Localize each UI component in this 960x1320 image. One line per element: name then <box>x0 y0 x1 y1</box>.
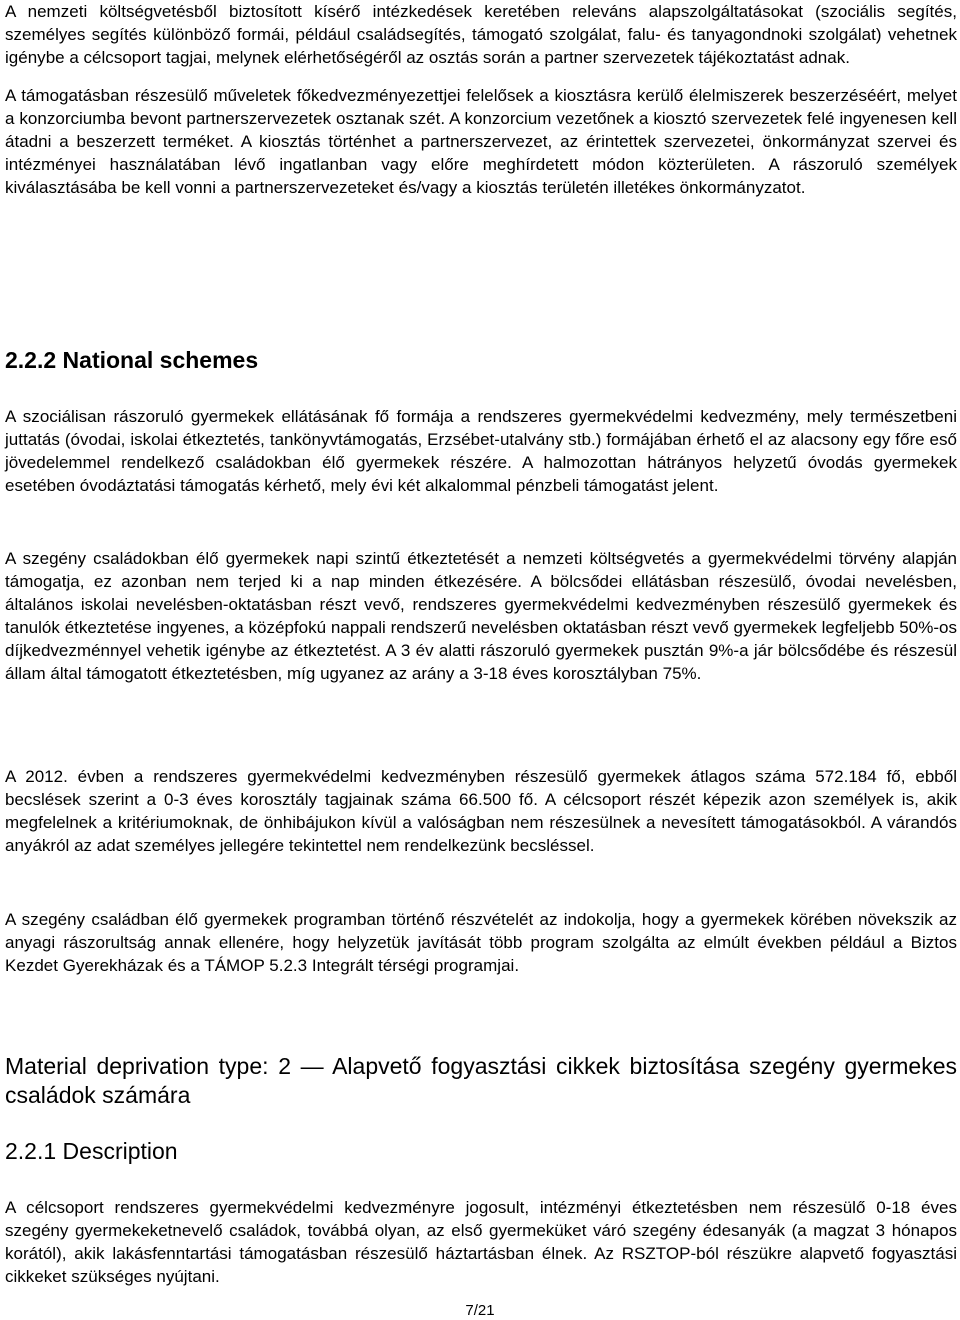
paragraph-target-group: A célcsoport rendszeres gyermekvédelmi kedvezményre jogosult, intézményi étkeztetésben nem részesülő 0-18 éves szegény gyermekeketnevelő családok, továbbá olyan, az első gyermeküket váró szegény édesanyák (a magzat 3 hónapos korától), akik lakásfenntartási támogatásban részesülő háztartásban élnek. Az RSZTOP-ból részükre alapvető fogyasztási cikkeket szükséges nyújtani. <box>5 1198 957 1286</box>
paragraph-support-services: A nemzeti költségvetésből biztosított kísérő intézkedések keretében releváns alapszolgáltatásokat (szociális segítés, személyes segítés különböző formái, például családsegítés, támogató szolgálat, falu- és tanyagondnoki szolgálat) vehetnek igénybe a célcsoport tagjai, melynek elérhetőségéről az osztás során a partner szervezetek tájékoztatást adnak. <box>5 2 957 67</box>
paragraph-program-justification: A szegény családban élő gyermekek programban történő részvételét az indokolja, hogy a gyermekek körében növekszik az anyagi rászorultság annak ellenére, hogy helyzetük javítását több program szolgálta az elmúlt években például a Biztos Kezdet Gyerekházak és a TÁMOP 5.2.3 Integrált térségi programjai. <box>5 910 957 975</box>
paragraph-child-meals: A szegény családokban élő gyermekek napi szintű étkeztetését a nemzeti költségvetés a gyermekvédelmi törvény alapján támogatja, ez azonban nem terjed ki a nap minden étkezésére. A bölcsődei ellátásban részesülő, óvodai nevelésben, általános iskolai nevelésben-oktatásban részt vevő, rendszeres gyermekvédelmi kedvezményben részesülő gyermekek és tanulók étkeztetése ingyenes, a középfokú nappali rendszerű nevelésben oktatásban részt vevő gyermekek legfeljebb 50%-os díjkedvezménnyel vehetik igénybe az étkeztetést. A 3 év alatti rászoruló gyermekek pusztán 9%-a jár bölcsődébe és részesül állam által támogatott étkeztetésben, míg ugyanez az arány a 3-18 éves korosztályban 75%. <box>5 549 957 683</box>
paragraph-distribution: A támogatásban részesülő műveletek főkedvezményezettjei felelősek a kiosztásra kerülő élelmiszerek beszerzéséért, melyet a konzorciumba bevont partnerszervezetek osztanak szét. A konzorcium vezetőnek a kiosztó szervezetek felé ingyenesen kell átadni a beszerzett terméket. A kiosztás történhet a partnerszervezet, az érintettek szervezetei, önkormányzat szervei és intézményei használatában lévő ingatlanban vagy előre meghírdetett módon közterületen. A rászoruló személyek kiválasztásába be kell vonni a partnerszervezeteket és/vagy a kiosztás területén illetékes önkormányzatot. <box>5 86 957 197</box>
paragraph-statistics-2012: A 2012. évben a rendszeres gyermekvédelmi kedvezményben részesülő gyermekek átlagos száma 572.184 fő, ebből becslések szerint a 0-3 éves korosztály tagjainak száma 66.500 fő. A célcsoport részét képezik azon személyek is, akik megfelelnek a kritériumoknak, de önhibájukon kívül a valóságban nem részesülnek a nevesített támogatásokból. A várandós anyákról az adat személyes jellegére tekintettel nem rendelkezünk becsléssel. <box>5 767 957 855</box>
page-number: 7/21 <box>465 1302 495 1319</box>
heading-national-schemes: 2.2.2 National schemes <box>5 347 259 373</box>
heading-material-deprivation: Material deprivation type: 2 — Alapvető fogyasztási cikkek biztosítása szegény gyermekes családok számára <box>5 1053 957 1108</box>
paragraph-child-benefits: A szociálisan rászoruló gyermekek ellátásának fő formája a rendszeres gyermekvédelmi kedvezmény, mely természetbeni juttatás (óvodai, iskolai étkeztetés, tankönyvtámogatás, Erzsébet-utalvány stb.) formájában érhető el az alacsony egy főre eső jövedelemmel rendelkező családokban élő gyermekek részére. A halmozottan hátrányos helyzetű óvodás gyermekek esetében óvodáztatási támogatás kérhető, mely évi két alkalommal pénzbeli támogatást jelent. <box>5 407 957 495</box>
heading-description: 2.2.1 Description <box>5 1138 178 1164</box>
